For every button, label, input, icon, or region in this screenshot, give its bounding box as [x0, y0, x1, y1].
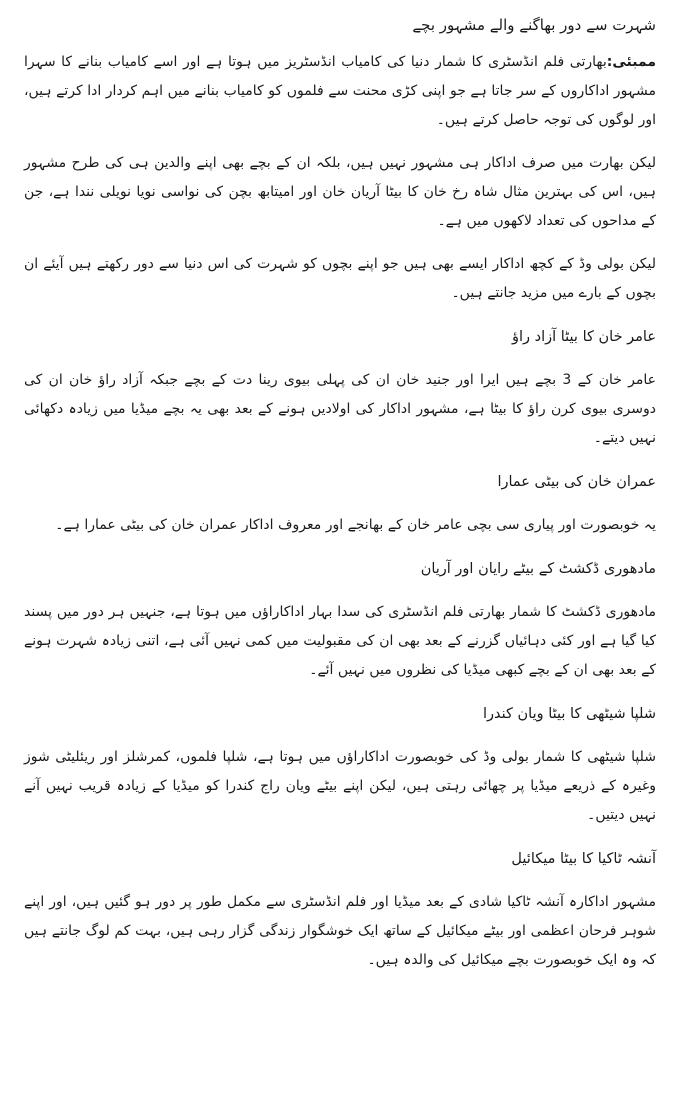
section-heading: شلپا شیٹھی کا بیٹا ویان کندرا — [482, 706, 656, 722]
section-text: عامر خان کے 3 بچے ہیں ایرا اور جنید خان ان کی پہلی بیوی رینا دت کے بچے جبکہ آزاد راؤ خان ان کی دوسری بیوی کرن راؤ کا بیٹا ہے، مشہور اداکار کی اولادیں ہونے کے بعد بھی یہ بچے میڈیا میں زیادہ دکھائی نہیں دیتے۔ — [24, 372, 657, 446]
section-text: مادھوری ڈکشٹ کا شمار بھارتی فلم انڈسٹری کی سدا بہار اداکاراؤں میں ہوتا ہے، جنہیں ہر دور میں پسند کیا گیا ہے اور کئی دہائیاں گزرنے کے بعد بھی ان کی مقبولیت میں کمی نہیں آئی ہے، اتنی زیادہ شہرت ہونے کے بعد بھی ان کے بچے کبھی میڈیا کی نظروں میں نہیں آئے۔ — [24, 604, 656, 678]
section-text: مشہور اداکارہ آنشہ ٹاکیا شادی کے بعد میڈیا اور فلم انڈسٹری سے مکمل طور پر دور ہو گئیں ہیں، اور اپنے شوہر فرحان اعظمی اور بیٹے میکائیل کے ساتھ ایک خوشگوار زندگی گزار رہی ہیں، بہت کم لوگ جانتے ہیں کہ وہ ایک خوبصورت بچے میکائیل کی والدہ ہیں۔ — [24, 894, 656, 968]
article-title: شہرت سے دور بھاگنے والے مشہور بچے — [412, 16, 656, 34]
section-heading: عمران خان کی بیٹی عمارا — [497, 474, 656, 490]
paragraph: لیکن بولی وڈ کے کچھ اداکار ایسے بھی ہیں جو اپنے بچوں کو شہرت کی اس دنیا سے دور رکھتے ہیں آیئے ان بچوں کے بارے میں مزید جانتے ہیں۔ — [24, 256, 656, 301]
section-heading: مادھوری ڈکشٹ کے بیٹے رایان اور آریان — [420, 561, 656, 577]
section-text: یہ خوبصورت اور پیاری سی بچی عامر خان کے بھانجے اور معروف اداکار عمران خان کی بیٹی عمارا ہے۔ — [55, 517, 656, 533]
intro-paragraph — [24, 48, 656, 135]
section-heading: عامر خان کا بیٹا آزاد راؤ — [512, 329, 656, 345]
intro-text: بھارتی فلم انڈسٹری کا شمار دنیا کی کامیاب انڈسٹریز میں ہوتا ہے اور اسے کامیاب بنانے کا سہرا مشہور اداکاروں کے سر جاتا ہے جو اپنی کڑی محنت سے فلموں کو کامیاب بنانے میں اہم کردار ادا کرتے ہیں، اور لوگوں کی توجہ حاصل کرتے ہیں۔ — [24, 54, 656, 128]
paragraph: لیکن بھارت میں صرف اداکار ہی مشہور نہیں ہیں، بلکہ ان کے بچے بھی اپنے والدین ہی کی طرح مشہور ہیں، اس کی بہترین مثال شاہ رخ خان کا بیٹا آریان خان اور امیتابھ بچن کی نواسی نویا نویلی نندا ہے، جن کے مداحوں کی تعداد لاکھوں میں ہے۔ — [24, 155, 656, 229]
section-text: شلپا شیٹھی کا شمار بولی وڈ کی خوبصورت اداکاراؤں میں ہوتا ہے، شلپا فلموں، کمرشلز اور ریئلیٹی شوز وغیرہ کے ذریعے میڈیا پر چھائی رہتی ہیں، لیکن اپنے بیٹے ویان راج کندرا کو میڈیا کے زیادہ قریب نہیں آنے نہیں دیتیں۔ — [24, 749, 656, 823]
section-heading: آنشہ ٹاکیا کا بیٹا میکائیل — [511, 851, 656, 867]
dateline: ممبئی: — [606, 54, 656, 70]
